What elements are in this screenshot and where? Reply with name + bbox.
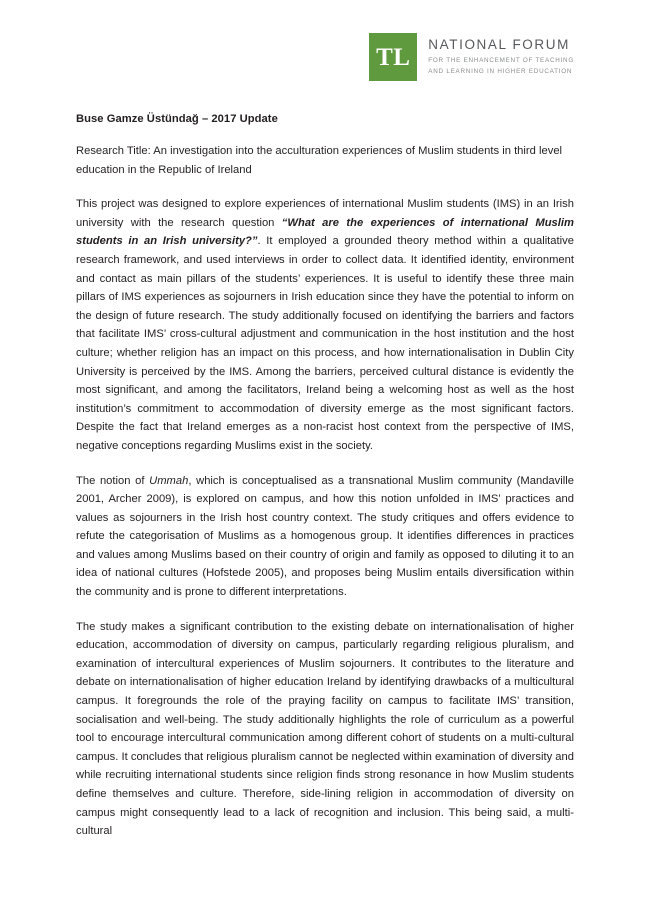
paragraph-one — [76, 195, 574, 455]
paragraph-one-part-a: This project was designed to explore experiences of international Muslim students (IMS) in an Irish university with the research question — [76, 198, 574, 229]
paragraph-two — [76, 472, 574, 602]
document-content — [76, 113, 574, 857]
logo-title: NATIONAL FORUM — [428, 37, 570, 52]
paragraph-one-part-b: . It employed a grounded theory method within a qualitative research framework, and used interviews in order to collect data. It identified identity, environment and contact as main pillars of the students’ experiences. It is useful to identify these three main pillars of IMS experiences as sojourners in Irish education since they have the potential to inform on the design of future research. The study additionally focused on identifying the barriers and factors that facilitate IMS’ cross-cultural adjustment and communication in the host institution and the host culture; whether religion has an impact on this process, and how internationalisation in Dublin City University is perceived by the IMS. Among the barriers, perceived cultural distance is evidently the most significant, and among the facilitators, Ireland being a welcoming host as well as the host institution’s commitment to accommodation of diversity emerge as the most significant factors. Despite the fact that Ireland emerges as a non-racist host context from the perspective of IMS, negative conceptions regarding Muslims exist in the society. — [76, 235, 574, 452]
logo-subtitle-line-2: AND LEARNING IN HIGHER EDUCATION — [428, 67, 573, 75]
research-title: Research Title: An investigation into the acculturation experiences of Muslim students in third level education in the Republic of Ireland — [76, 145, 563, 176]
national-forum-logo — [369, 33, 574, 81]
logo-subtitle-line-1: FOR THE ENHANCEMENT OF TEACHING — [428, 57, 574, 64]
term-ummah: Ummah — [149, 474, 189, 487]
paragraph-two-part-b: , which is conceptualised as a transnational Muslim community (Mandaville 2001, Archer 2009), is explored on campus, and how this notion unfolded in IMS’ practices and values as sojourners in the Irish host country context. The study critiques and offers evidence to refute the categorisation of Muslims as a homogenous group. It identifies differences in practices and values among Muslims based on their country of origin and family as opposed to diluting it to an idea of national cultures (Hofstede 2005), and proposes being Muslim entails diversification within the community and is prone to different interpretations. — [76, 474, 574, 599]
tl-logo-icon: TL — [369, 33, 417, 81]
paragraph-two-part-a: The notion of — [76, 474, 150, 487]
logo-text-block — [428, 33, 574, 77]
page-title: Buse Gamze Üstündağ – 2017 Update — [76, 113, 278, 125]
paragraph-three: The study makes a significant contribution to the existing debate on internationalisation of higher education, accommodation of diversity on campus, particularly regarding religious pluralism, and examination of intercultural experiences of Muslim sojourners. It contributes to the literature and debate on internationalisation of higher education Ireland by identifying drawbacks of a multicultural campus. It foregrounds the role of the praying facility on campus to facilitate IMS’ transition, socialisation and well-being. The study additionally highlights the role of curriculum as a powerful tool to encourage intercultural communication among different cohort of students on a multi-cultural campus. It concludes that religious pluralism cannot be neglected within examination of diversity and while recruiting international students since religion finds strong resonance in how Muslim students define themselves and culture. Therefore, side-lining religion in accommodation of diversity on campus might consequently lead to a lack of recognition and inclusion. This being said, a multi-cultural — [76, 620, 574, 838]
research-question-quote: “What are the experiences of international Muslim students in an Irish university?” — [76, 216, 574, 248]
